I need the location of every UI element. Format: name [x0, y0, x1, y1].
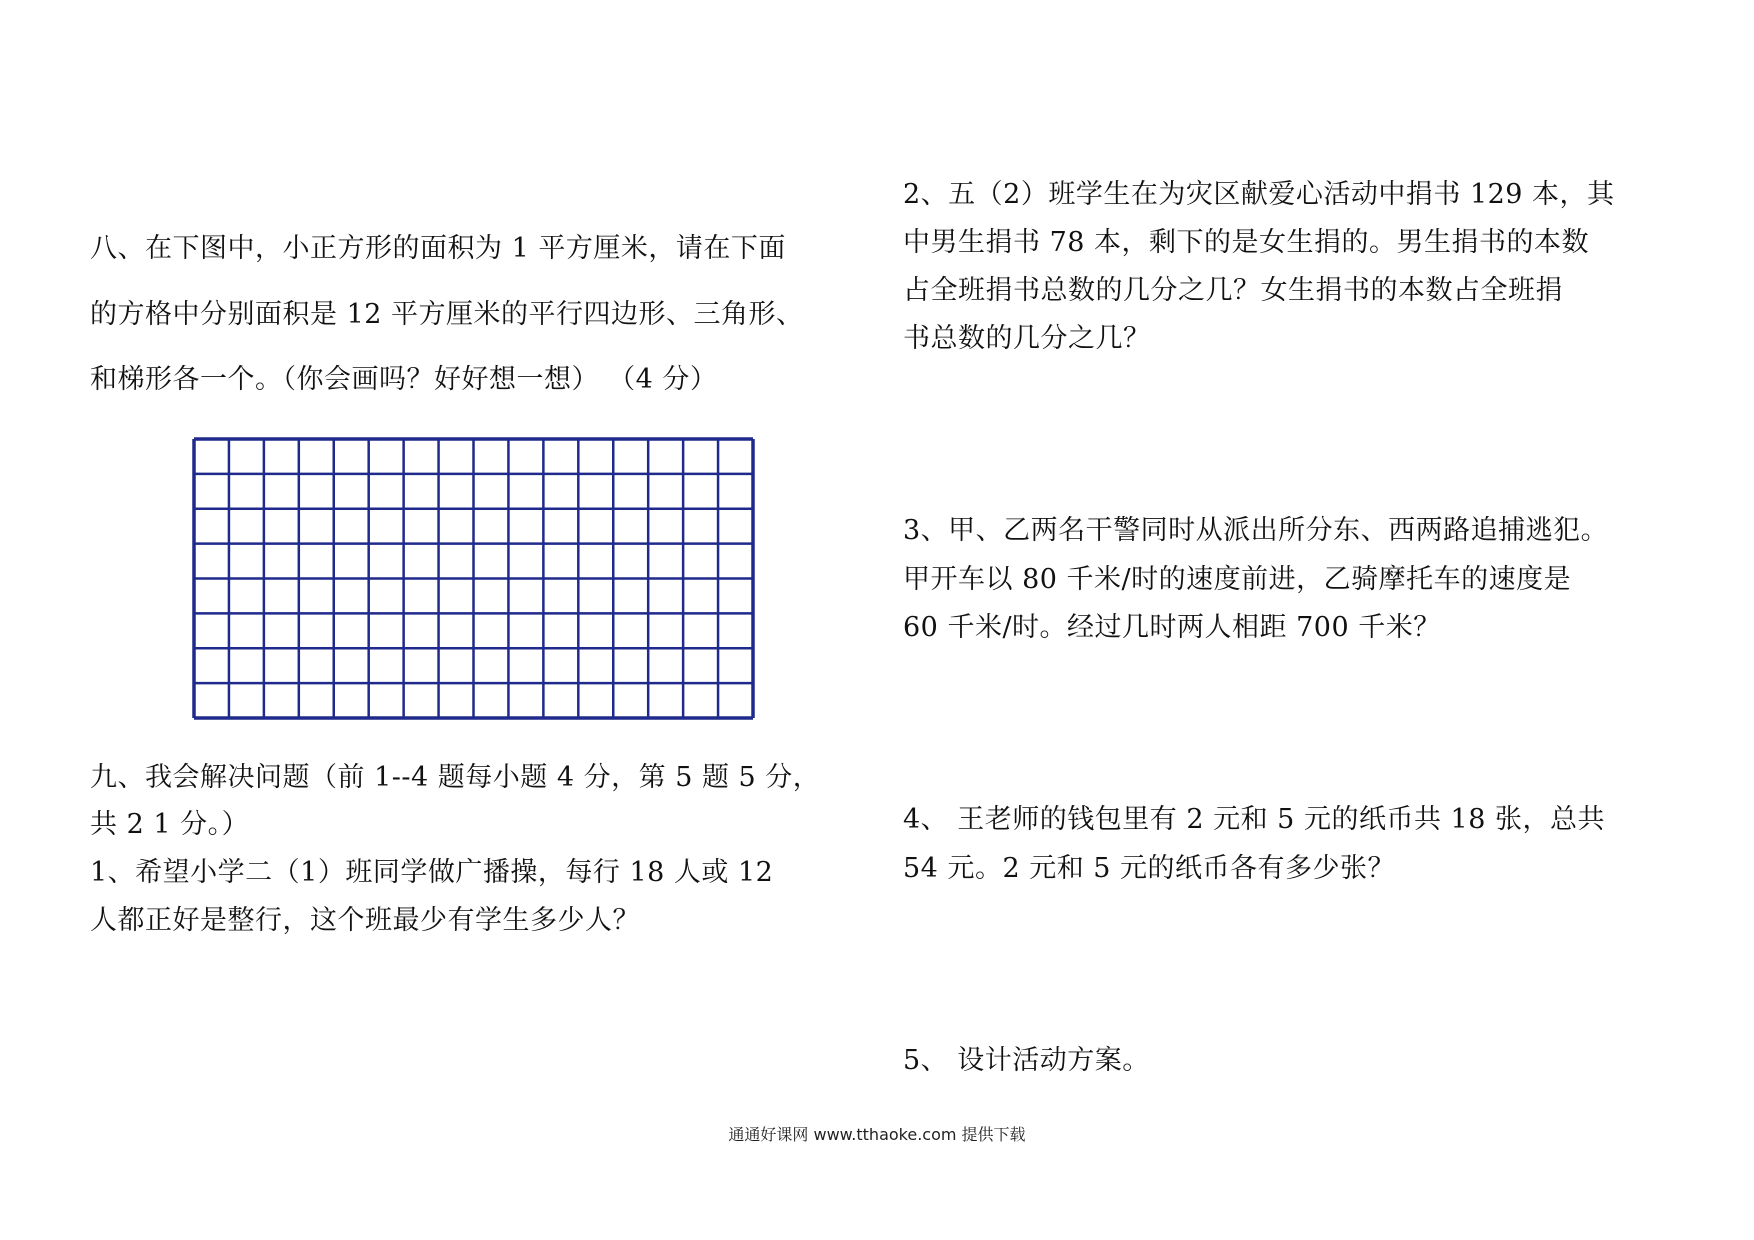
section8-line-1: 八、在下图中，小正方形的面积为 1 平方厘米，请在下面 — [90, 233, 786, 264]
section8-line-2: 的方格中分别面积是 12 平方厘米的平行四边形、三角形、 — [90, 299, 804, 330]
q4-line-1: 4、 王老师的钱包里有 2 元和 5 元的纸币共 18 张，总共 — [903, 804, 1605, 835]
q2-line-4: 书总数的几分之几？ — [903, 323, 1151, 354]
q1-line-2: 人都正好是整行，这个班最少有学生多少人？ — [90, 905, 640, 936]
footer-credit: 通通好课网 www.tthaoke.com 提供下载 — [728, 1125, 1026, 1144]
q5-line-1: 5、 设计活动方案。 — [903, 1045, 1150, 1076]
square-grid — [192, 437, 755, 720]
q2-line-2: 中男生捐书 78 本，剩下的是女生捐的。男生捐书的本数 — [903, 227, 1590, 258]
q3-line-2: 甲开车以 80 千米/时的速度前进，乙骑摩托车的速度是 — [903, 564, 1572, 595]
section9-heading-line-1: 九、我会解决问题（前 1--4 题每小题 4 分，第 5 题 5 分， — [90, 762, 821, 793]
q2-line-3: 占全班捐书总数的几分之几？女生捐书的本数占全班捐 — [903, 275, 1563, 306]
section9-heading-line-2: 共 2 1 分。） — [90, 809, 250, 840]
q2-line-1: 2、五（2）班学生在为灾区献爱心活动中捐书 129 本，其 — [903, 179, 1615, 210]
q3-line-3: 60 千米/时。经过几时两人相距 700 千米？ — [903, 612, 1441, 643]
q3-line-1: 3、甲、乙两名干警同时从派出所分东、西两路追捕逃犯。 — [903, 515, 1609, 546]
q1-line-1: 1、希望小学二（1）班同学做广播操，每行 18 人或 12 — [90, 857, 774, 888]
square-grid-svg — [192, 437, 755, 720]
q4-line-2: 54 元。2 元和 5 元的纸币各有多少张？ — [903, 853, 1396, 884]
section8-line-3: 和梯形各一个。（你会画吗？好好想一想） （4 分） — [90, 364, 718, 395]
